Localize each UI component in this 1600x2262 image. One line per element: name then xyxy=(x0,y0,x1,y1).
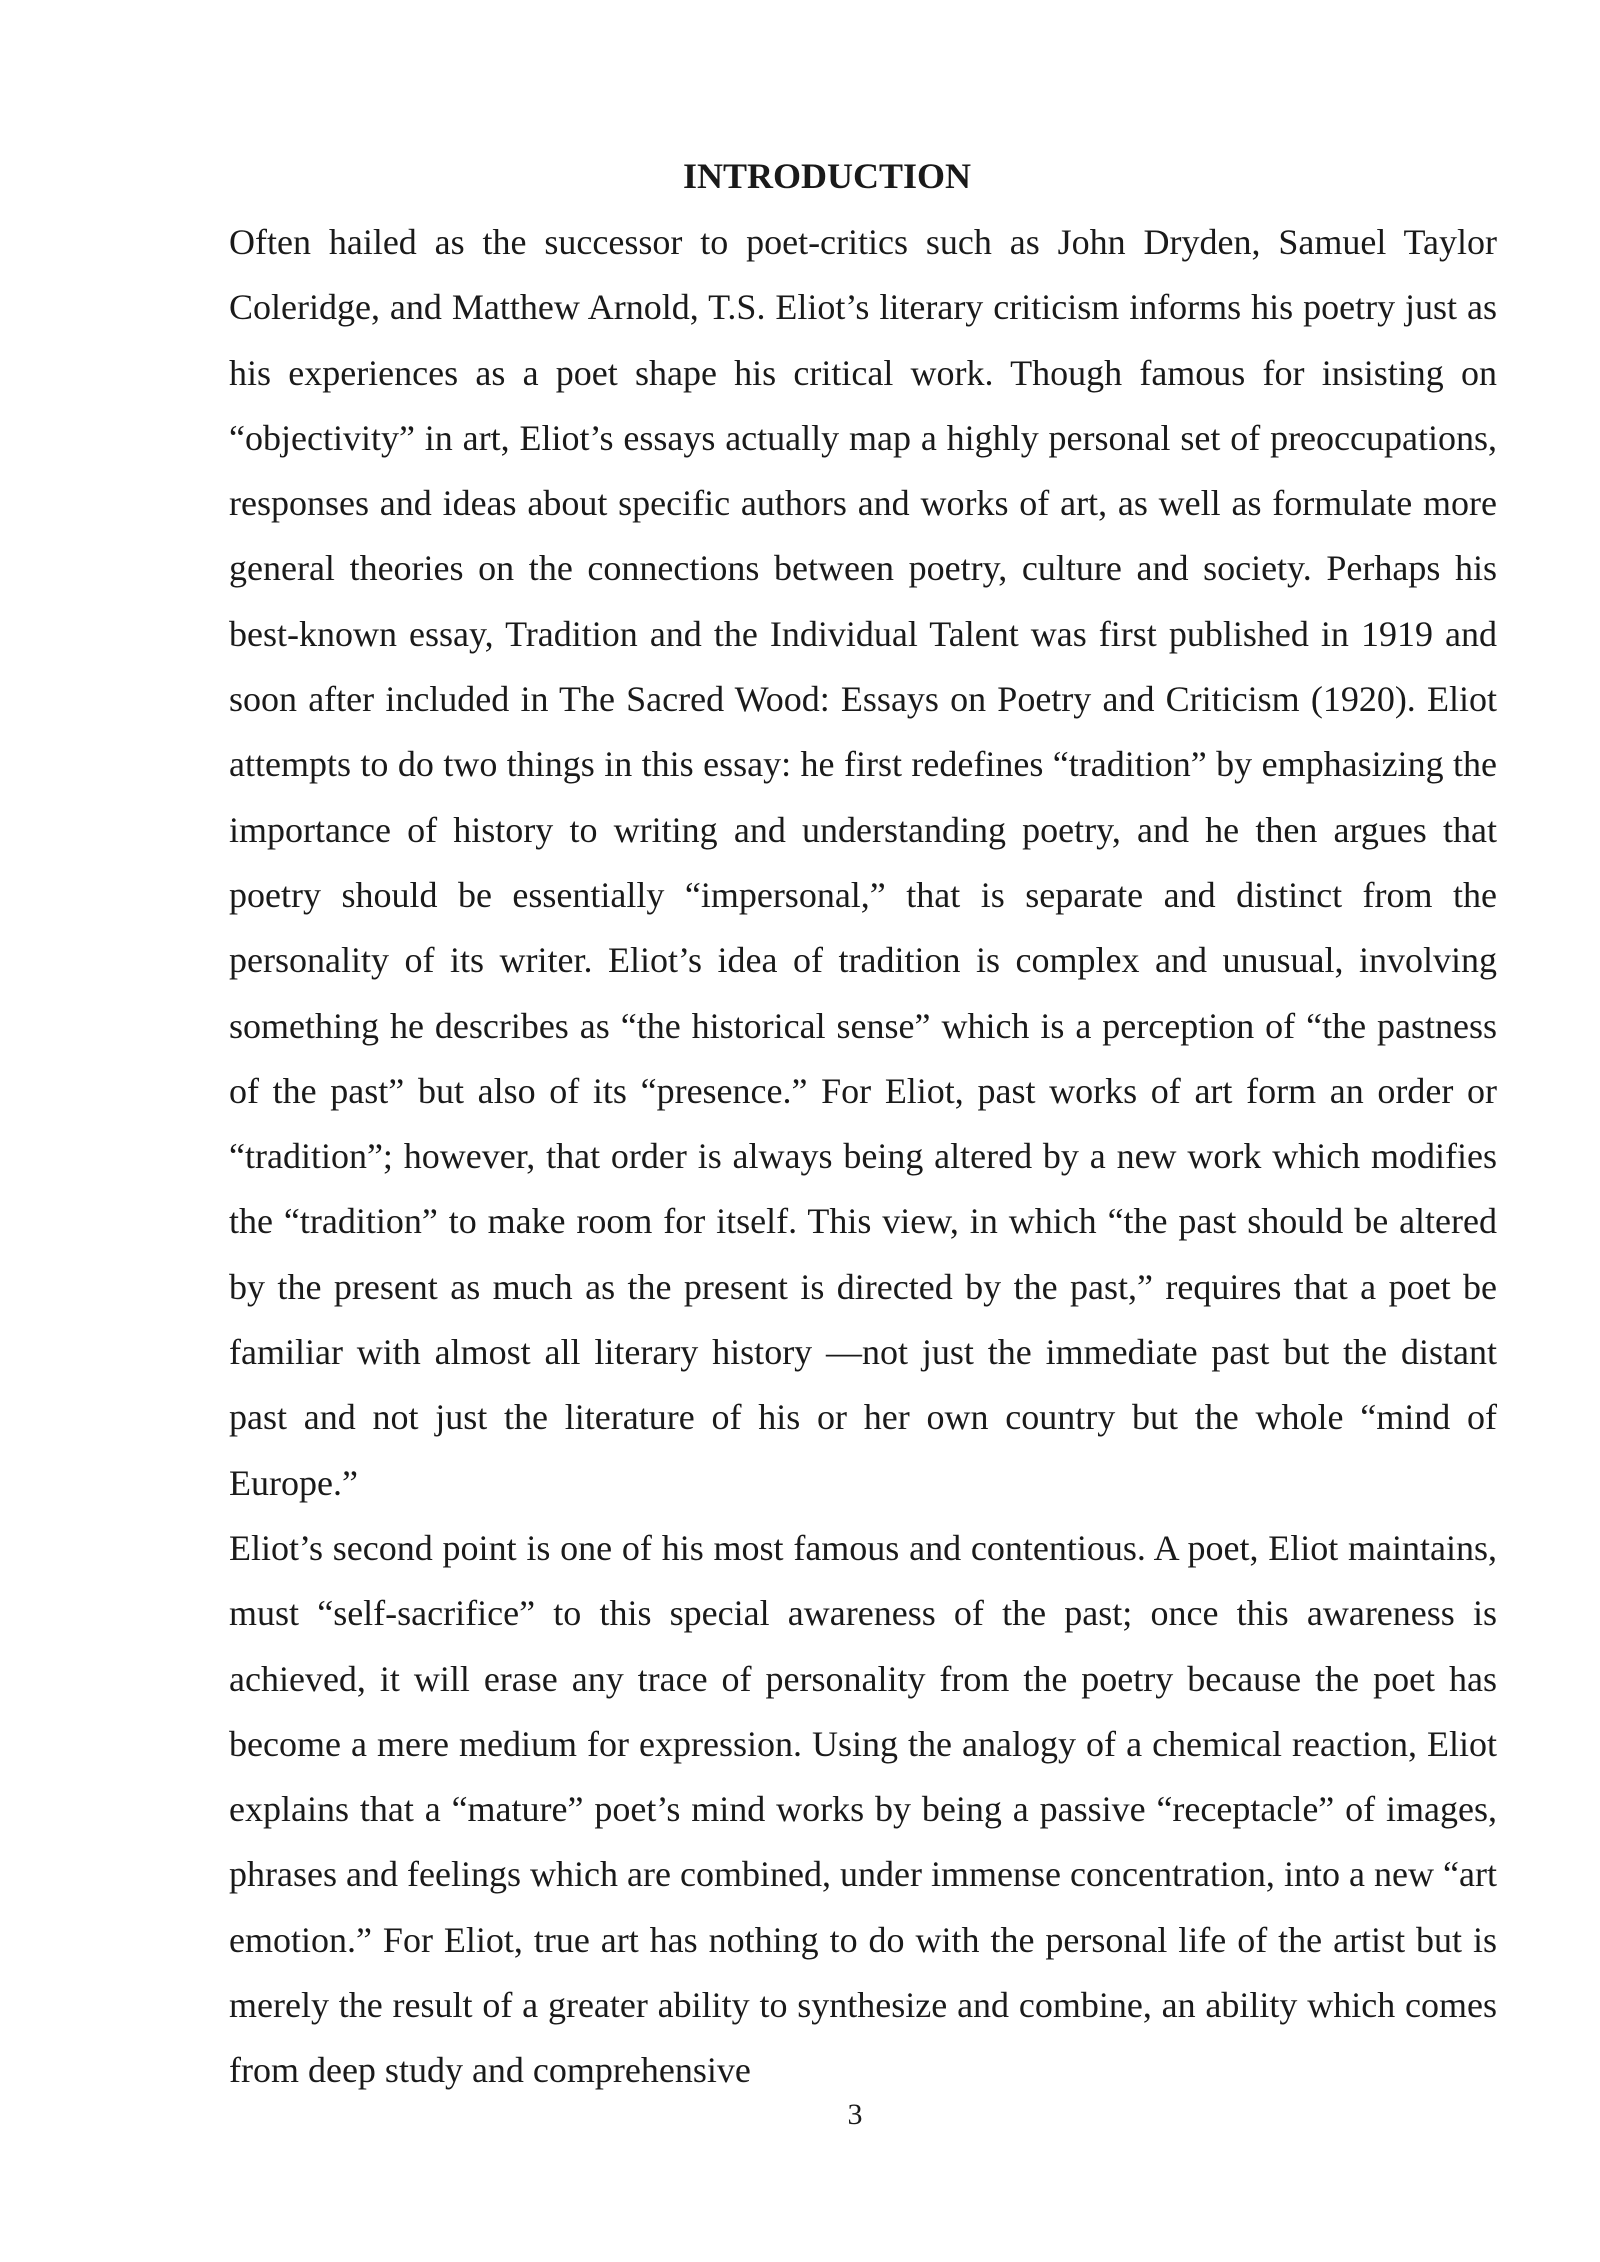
page-number: 3 xyxy=(847,2098,863,2131)
body-text xyxy=(229,210,1497,2104)
paragraph: Often hailed as the successor to poet-critics such as John Dryden, Samuel Taylor Coleridge, and Matthew Arnold, T.S. Eliot’s literary criticism informs his poetry just as his experiences as a poet shape his critical work. Though famous for insisting on “objectivity” in art, Eliot’s essays actually map a highly personal set of preoccupations, responses and ideas about specific authors and works of art, as well as formulate more general theories on the connections between poetry, culture and society. Perhaps his best-known essay, Tradition and the Individual Talent was first published in 1919 and soon after included in The Sacred Wood: Essays on Poetry and Criticism (1920). Eliot attempts to do two things in this essay: he first redefines “tradition” by emphasizing the importance of history to writing and understanding poetry, and he then argues that poetry should be essentially “impersonal,” that is separate and distinct from the personality of its writer. Eliot’s idea of tradition is complex and unusual, involving something he describes as “the historical sense” which is a perception of “the pastness of the past” but also of its “presence.” For Eliot, past works of art form an order or “tradition”; however, that order is always being altered by a new work which modifies the “tradition” to make room for itself. This view, in which “the past should be altered by the present as much as the present is directed by the past,” requires that a poet be familiar with almost all literary history —not just the immediate past but the distant past and not just the literature of his or her own country but the whole “mind of Europe.” xyxy=(229,222,1497,1503)
section-heading: INTRODUCTION xyxy=(682,156,972,196)
paragraph: Eliot’s second point is one of his most famous and contentious. A poet, Eliot maintains, must “self-sacrifice” to this special awareness of the past; once this awareness is achieved, it will erase any trace of personality from the poetry because the poet has become a mere medium for expression. Using the analogy of a chemical reaction, Eliot explains that a “mature” poet’s mind works by being a passive “receptacle” of images, phrases and feelings which are combined, under immense concentration, into a new “art emotion.” For Eliot, true art has nothing to do with the personal life of the artist but is merely the result of a greater ability to synthesize and combine, an ability which comes from deep study and comprehensive xyxy=(229,1527,1497,2091)
